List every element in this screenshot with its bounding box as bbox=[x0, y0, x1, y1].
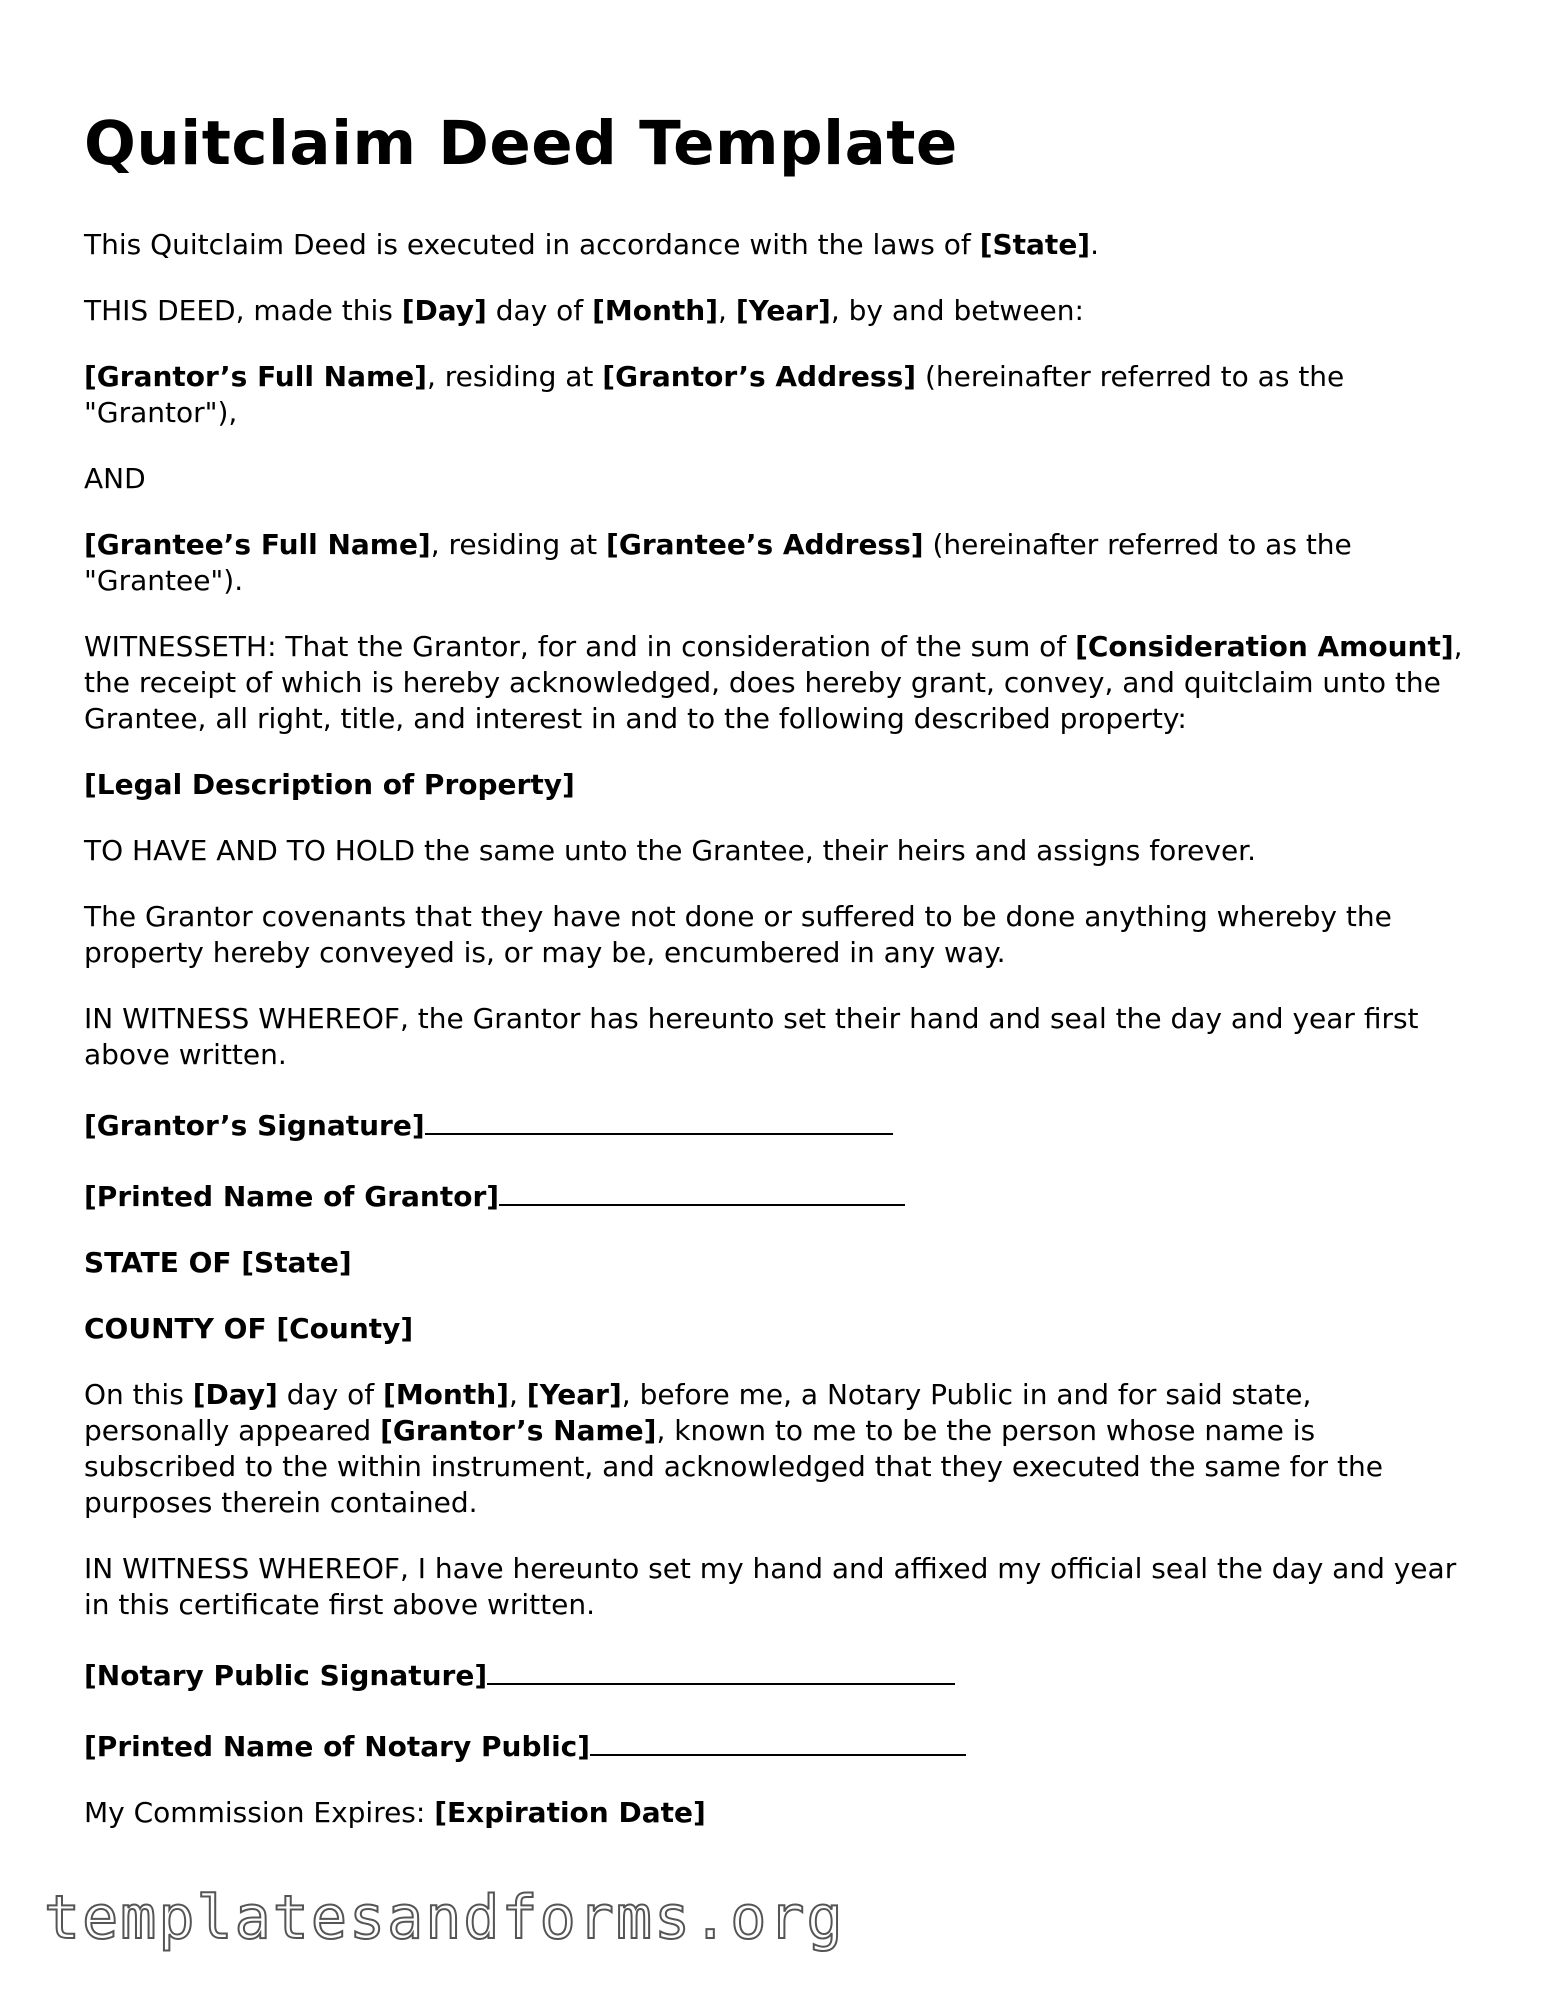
habendum-paragraph: TO HAVE AND TO HOLD the same unto the Grantee, their heirs and assigns forever. bbox=[84, 834, 1257, 867]
state-placeholder: [State] bbox=[979, 228, 1091, 261]
printed-name-blank bbox=[590, 1724, 966, 1756]
grantor-printed-name-line: [Printed Name of Grantor] bbox=[84, 1174, 1464, 1215]
notary-signature-line: [Notary Public Signature] bbox=[84, 1653, 1464, 1694]
grantee-name-placeholder: [Grantee’s Full Name] bbox=[84, 528, 431, 561]
day-placeholder: [Day] bbox=[401, 294, 487, 327]
grantor-name-placeholder: [Grantor’s Full Name] bbox=[84, 360, 427, 393]
and-paragraph: AND bbox=[84, 462, 146, 495]
deed-date-paragraph: THIS DEED, made this [Day] day of [Month], [Year], by and between: bbox=[84, 294, 1084, 327]
state-of-heading: STATE OF [State] bbox=[84, 1246, 352, 1279]
grantor-paragraph: [Grantor’s Full Name], residing at [Grantor’s Address] (hereinafter referred to as the "Grantor"), bbox=[84, 360, 1345, 429]
notary-acknowledgment-paragraph: On this [Day] day of [Month], [Year], before me, a Notary Public in and for said state, personally appeared [Grantor’s Name], known to me to be the person whose name is subscribed to the within instrument, and acknowledged that they executed the same for the purposes therein contained. bbox=[84, 1378, 1383, 1519]
watermark: templatesandforms.org bbox=[44, 1883, 845, 1953]
year-placeholder: [Year] bbox=[735, 294, 831, 327]
notary-witness-paragraph: IN WITNESS WHEREOF, I have hereunto set my hand and affixed my official seal the day and year in this certificate first above written. bbox=[84, 1552, 1457, 1621]
grantor-address-placeholder: [Grantor’s Address] bbox=[602, 360, 917, 393]
printed-name-blank bbox=[499, 1174, 905, 1206]
document-page bbox=[84, 105, 1464, 1861]
grantee-paragraph: [Grantee’s Full Name], residing at [Grantee’s Address] (hereinafter referred to as the "Grantee"). bbox=[84, 528, 1352, 597]
signature-blank bbox=[425, 1103, 893, 1135]
grantee-address-placeholder: [Grantee’s Address] bbox=[606, 528, 924, 561]
month-placeholder: [Month] bbox=[592, 294, 719, 327]
signature-blank bbox=[487, 1653, 955, 1685]
witnesseth-paragraph: WITNESSETH: That the Grantor, for and in consideration of the sum of [Consideration Amount], the receipt of which is hereby acknowledged, does hereby grant, convey, and quitclaim unto the Grantee, all right, title, and interest in and to the following described property: bbox=[84, 630, 1463, 735]
grantor-witness-paragraph: IN WITNESS WHEREOF, the Grantor has hereunto set their hand and seal the day and year first above written. bbox=[84, 1002, 1419, 1071]
expiration-date-placeholder: [Expiration Date] bbox=[434, 1796, 706, 1829]
intro-paragraph: This Quitclaim Deed is executed in accordance with the laws of [State]. bbox=[84, 228, 1100, 261]
commission-expires: My Commission Expires: [Expiration Date] bbox=[84, 1796, 706, 1829]
notary-printed-name-line: [Printed Name of Notary Public] bbox=[84, 1724, 1464, 1765]
page-title: Quitclaim Deed Template bbox=[84, 108, 958, 179]
county-of-heading: COUNTY OF [County] bbox=[84, 1312, 414, 1345]
covenant-paragraph: The Grantor covenants that they have not done or suffered to be done anything whereby the property hereby conveyed is, or may be, encumbered in any way. bbox=[84, 900, 1392, 969]
grantor-signature-line: [Grantor’s Signature] bbox=[84, 1103, 1464, 1144]
legal-description: [Legal Description of Property] bbox=[84, 768, 575, 801]
consideration-placeholder: [Consideration Amount] bbox=[1075, 630, 1454, 663]
